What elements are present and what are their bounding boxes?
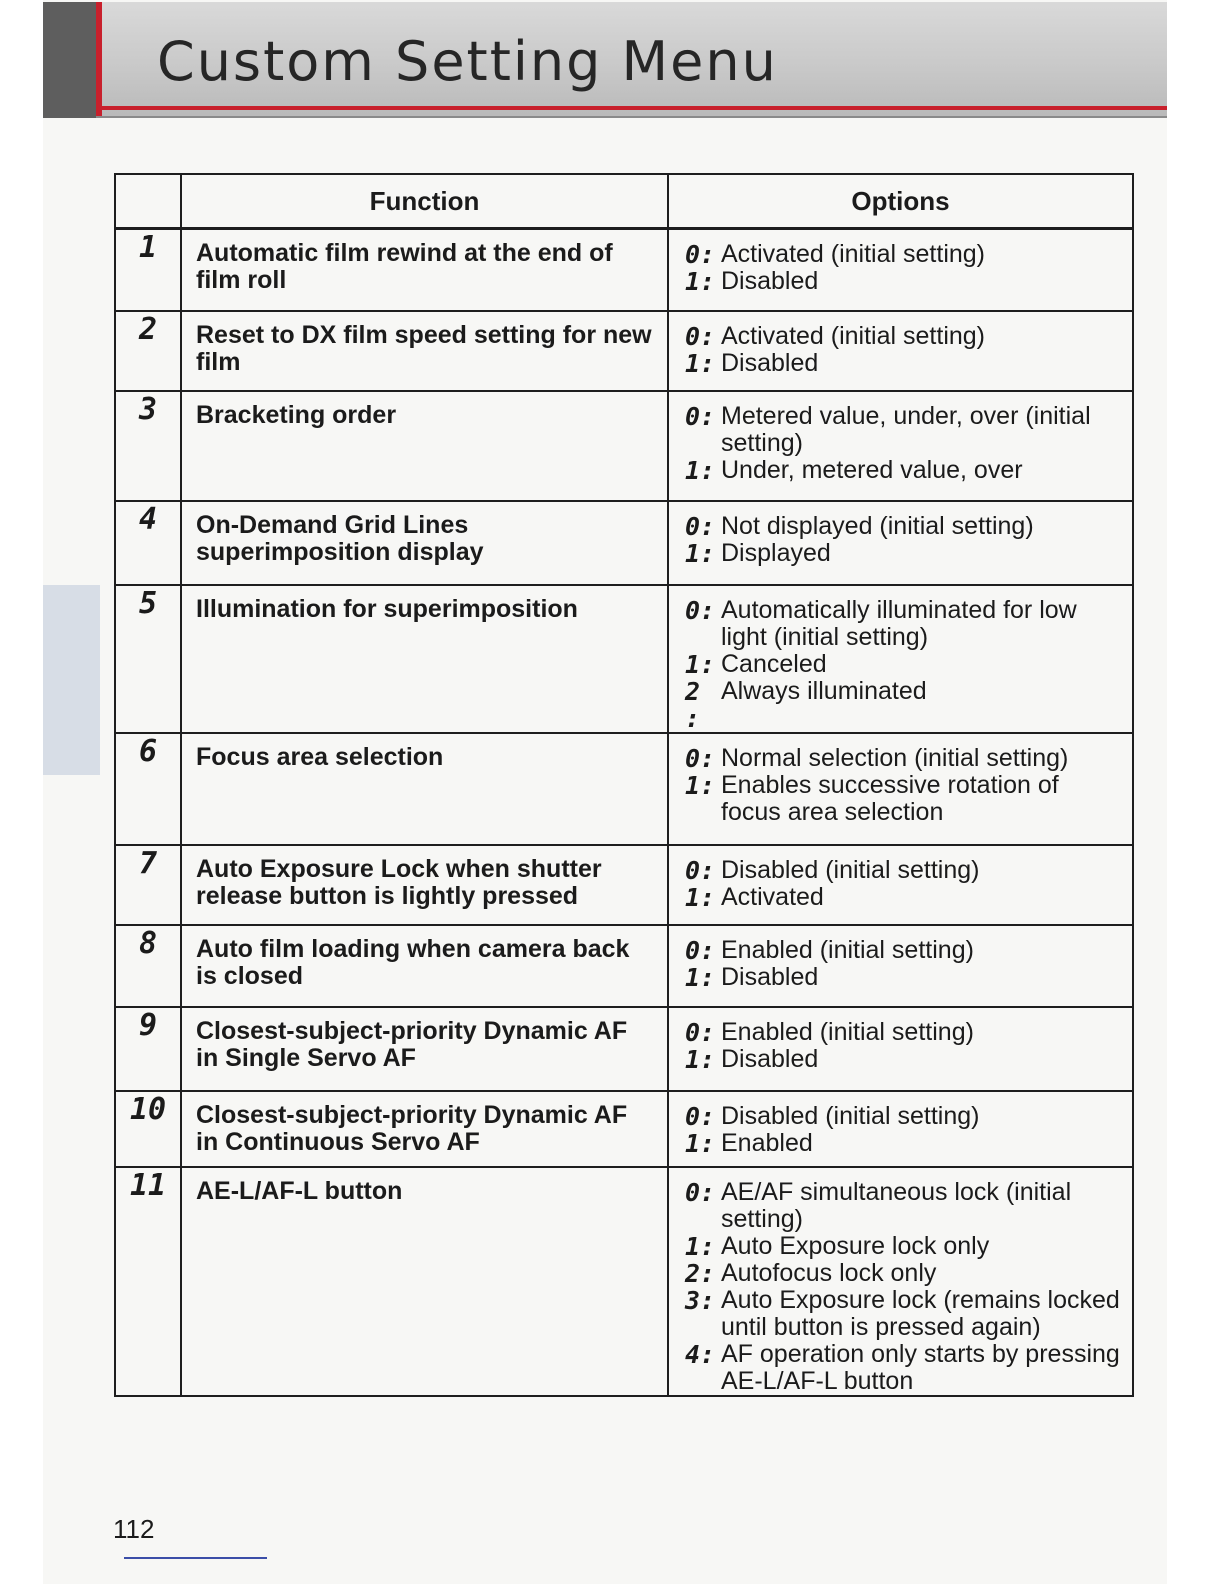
option-item [685,1287,1124,1341]
setting-function: Illumination for superimposition [181,585,668,733]
option-code: 0: [685,855,716,885]
option-item [685,1260,1124,1287]
header-red-bar [96,2,102,118]
custom-settings-table [114,173,1134,1397]
option-item [685,745,1124,772]
setting-number: 3 [115,391,181,501]
option-code: 0: [685,743,716,773]
option-item [685,1233,1124,1260]
options-column-header: Options [668,174,1133,229]
option-text: Metered value, under, over (initial setting) [721,401,1091,457]
option-text: Activated (initial setting) [721,240,986,268]
option-item [685,268,1124,295]
option-item [685,513,1124,540]
option-text: Disabled (initial setting) [721,1101,980,1130]
setting-number: 1 [115,229,181,311]
setting-options [668,229,1133,311]
option-code: 1: [685,1128,716,1158]
option-item [685,772,1124,826]
setting-options [668,1167,1133,1396]
option-item [685,323,1124,350]
setting-function: Closest-subject-priority Dynamic AF in Single Servo AF [181,1007,668,1091]
option-item [685,651,1124,678]
option-code: 1: [685,770,716,800]
setting-options [668,845,1133,925]
option-code: 0: [685,1177,716,1207]
option-text: Disabled (initial setting) [721,855,980,884]
option-text: Activated [721,882,824,911]
option-code: 0: [685,511,716,541]
option-item [685,1179,1124,1233]
option-text: Disabled [721,348,819,377]
option-code: 1: [685,882,716,912]
option-item [685,1046,1124,1073]
header-accent-block [43,2,96,118]
table-row [115,1167,1133,1396]
table-row [115,733,1133,845]
option-item [685,884,1124,911]
option-text: Enabled [721,1128,813,1157]
option-text: Autofocus lock only [721,1258,937,1287]
option-text: Displayed [721,538,831,567]
table-row [115,1091,1133,1167]
option-item [685,457,1124,484]
table-row [115,229,1133,311]
option-item [685,964,1124,991]
number-column-header [115,174,181,229]
page-title: Custom Setting Menu [157,30,778,93]
option-text: AF operation only starts by pressing AE-L/AF-L button [721,1339,1120,1395]
option-text: Disabled [721,1044,819,1073]
option-text: AE/AF simultaneous lock (initial setting) [721,1177,1072,1233]
setting-options [668,501,1133,585]
setting-options [668,1091,1133,1167]
option-code: 1: [685,649,716,679]
table-row [115,585,1133,733]
setting-function: Auto Exposure Lock when shutter release button is lightly pressed [181,845,668,925]
option-text: Enabled (initial setting) [721,935,974,964]
option-item [685,597,1124,651]
option-text: Canceled [721,649,827,678]
option-item [685,403,1124,457]
table-row [115,501,1133,585]
option-item [685,1019,1124,1046]
option-code: 1: [685,962,716,992]
option-code: 2: [685,1258,716,1288]
table-row [115,925,1133,1007]
option-code: 4: [685,1339,716,1369]
option-text: Automatically illuminated for low light (initial setting) [721,595,1077,651]
setting-function: On-Demand Grid Lines superimposition display [181,501,668,585]
option-text: Not displayed (initial setting) [721,511,1034,540]
table-row [115,391,1133,501]
setting-function: Closest-subject-priority Dynamic AF in Continuous Servo AF [181,1091,668,1167]
option-code: 0: [685,1017,716,1047]
option-code: 0: [685,595,716,625]
setting-number: 11 [115,1167,181,1396]
page-number: 112 [113,1514,155,1544]
setting-function: Focus area selection [181,733,668,845]
footer-rule [124,1557,267,1559]
option-text: Normal selection (initial setting) [721,743,1069,772]
option-text: Auto Exposure lock only [721,1231,990,1260]
option-item [685,1130,1124,1157]
option-code: 1: [685,1044,716,1074]
table-header-row [115,174,1133,229]
setting-options [668,585,1133,733]
option-code: 0: [685,321,716,351]
setting-function: Bracketing order [181,391,668,501]
option-item [685,857,1124,884]
setting-number: 5 [115,585,181,733]
option-text: Always illuminated [721,676,927,705]
setting-options [668,311,1133,391]
option-item [685,1103,1124,1130]
option-text: Disabled [721,962,819,991]
setting-number: 6 [115,733,181,845]
setting-function: Automatic film rewind at the end of film roll [181,229,668,311]
option-code: 0: [685,935,716,965]
option-text: Activated (initial setting) [721,321,986,350]
table-row [115,1007,1133,1091]
setting-number: 4 [115,501,181,585]
setting-number: 9 [115,1007,181,1091]
option-code: 1: [685,1231,716,1261]
option-code: 0: [685,1101,716,1131]
setting-function: Reset to DX film speed setting for new film [181,311,668,391]
setting-options [668,733,1133,845]
option-item [685,1341,1124,1395]
option-item [685,937,1124,964]
option-item [685,350,1124,377]
option-code: 1: [685,267,716,296]
option-text: Enables successive rotation of focus area selection [721,770,1059,826]
option-text: Enabled (initial setting) [721,1017,974,1046]
option-code: 0: [685,240,716,269]
option-code: 1: [685,455,716,485]
setting-function: Auto film loading when camera back is closed [181,925,668,1007]
option-code: 0: [685,401,716,431]
option-code: 3: [685,1285,716,1315]
option-item [685,540,1124,567]
setting-options [668,391,1133,501]
setting-number: 10 [115,1091,181,1167]
option-code: 1: [685,348,716,378]
option-item [685,678,1124,732]
option-text: Under, metered value, over [721,455,1023,484]
table-row [115,311,1133,391]
header-underline [96,116,1167,118]
setting-options [668,1007,1133,1091]
side-index-tab [43,585,100,775]
header-red-line [96,106,1167,110]
table-row [115,845,1133,925]
setting-options [668,925,1133,1007]
option-item [685,241,1124,268]
option-code: 1: [685,538,716,568]
function-column-header: Function [181,174,668,229]
option-code: 2 : [685,676,701,733]
option-text: Disabled [721,267,819,295]
option-text: Auto Exposure lock (remains locked until button is pressed again) [721,1285,1120,1341]
setting-number: 8 [115,925,181,1007]
setting-function: AE-L/AF-L button [181,1167,668,1396]
setting-number: 7 [115,845,181,925]
setting-number: 2 [115,311,181,391]
